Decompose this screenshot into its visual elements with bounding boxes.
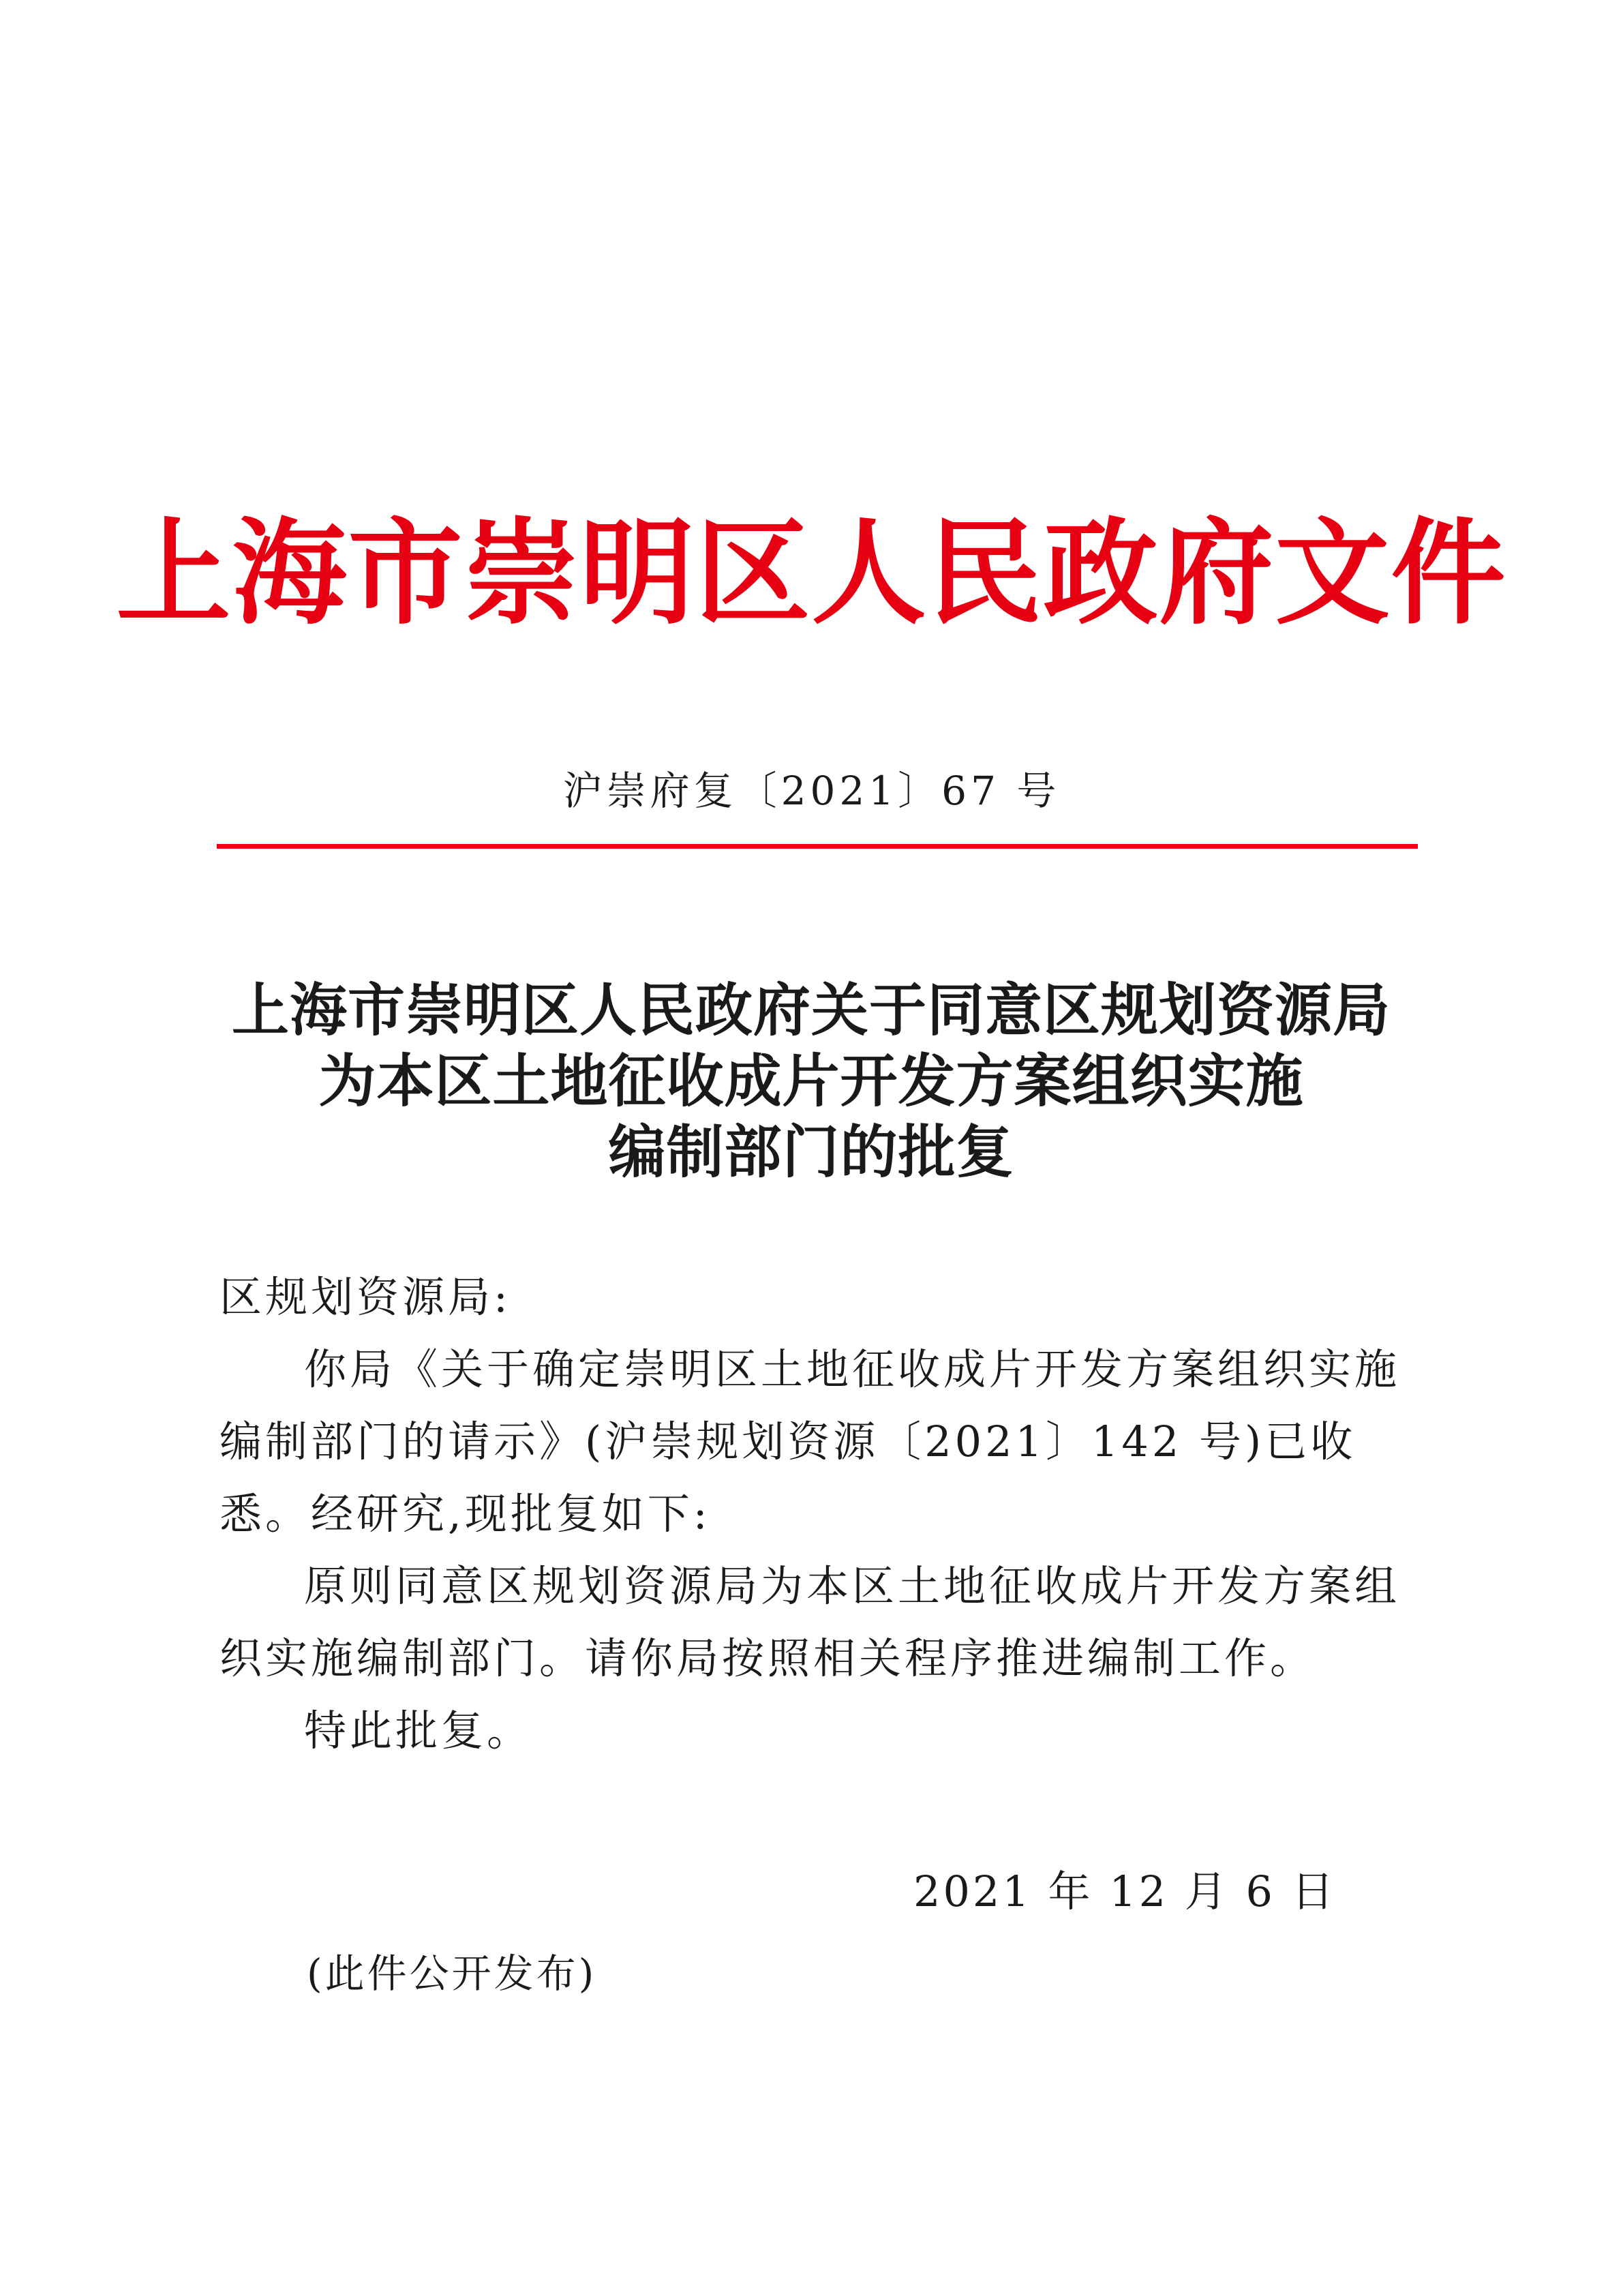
- body-paragraph-1: 你局《关于确定崇明区土地征收成片开发方案组织实施编制部门的请示》(沪崇规划资源〔2021〕142 号)已收悉。经研究,现批复如下:: [219, 1344, 1401, 1539]
- masthead-title: 上海市崇明区人民政府文件: [116, 505, 1507, 640]
- document-body: [219, 1261, 1419, 1767]
- title-line-3: 编制部门的批复: [608, 1118, 1014, 1185]
- red-divider-line: [217, 844, 1418, 849]
- issue-date: 2021 年 12 月 6 日: [913, 1867, 1337, 1916]
- body-paragraph-2: 原则同意区规划资源局为本区土地征收成片开发方案组织实施编制部门。请你局按照相关程序推进编制工作。: [219, 1561, 1401, 1683]
- title-line-1: 上海市崇明区人民政府关于同意区规划资源局: [231, 976, 1391, 1044]
- title-line-2: 为本区土地征收成片开发方案组织实施: [318, 1047, 1304, 1115]
- salutation: 区规划资源局:: [219, 1272, 511, 1322]
- body-paragraph-3: 特此批复。: [304, 1706, 533, 1755]
- document-number: 沪崇府复〔2021〕67 号: [562, 768, 1061, 814]
- document-title: [198, 975, 1425, 1188]
- publication-note: (此件公开发布): [307, 1950, 597, 1997]
